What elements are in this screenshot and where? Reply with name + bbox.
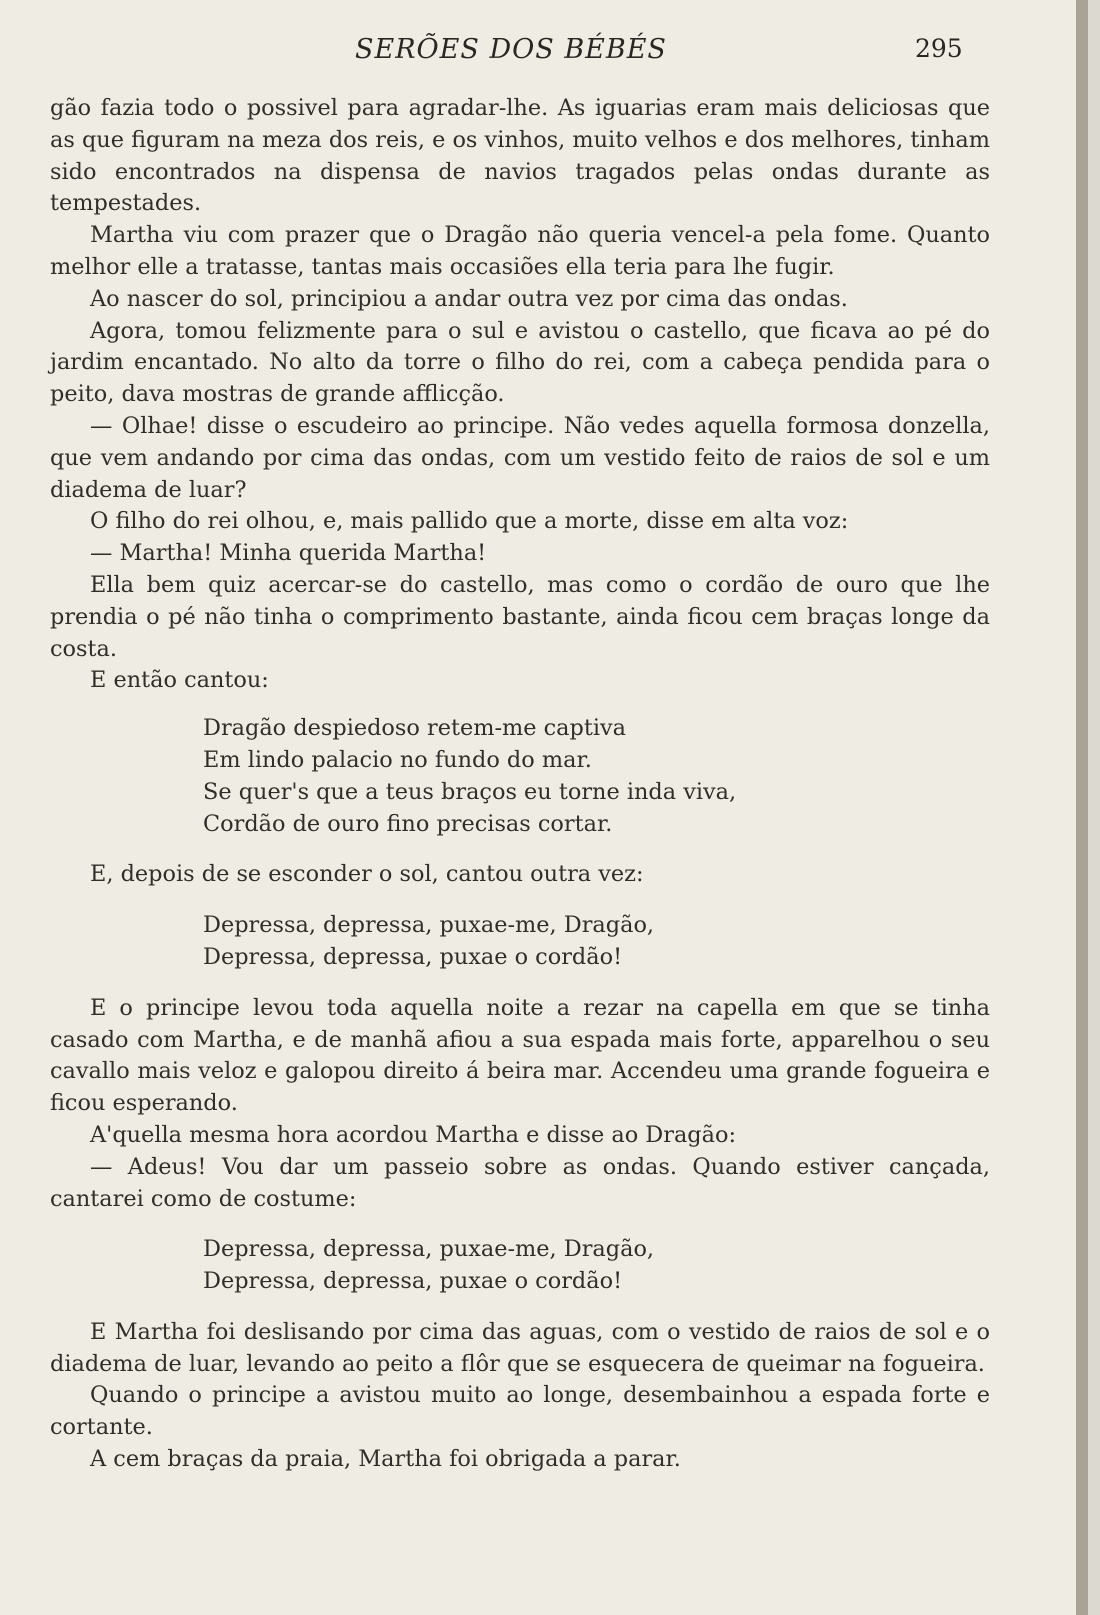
paragraph: E, depois de se esconder o sol, cantou outra vez: <box>90 861 644 888</box>
paragraph: Martha viu com prazer que o Dragão não queria vencel-a pela fome. Quanto melhor elle a tratasse, tantas mais occasiões ella teria para lhe fugir. <box>50 222 990 280</box>
paragraph: gão fazia todo o possivel para agradar-lhe. As iguarias eram mais deliciosas que as que figuram na meza dos reis, e os vinhos, muito velhos e dos melhores, tinham sido encontrados na dispensa de navios tragados pelas ondas durante as tempestades. <box>50 95 990 217</box>
dialogue-paragraph: — Martha! Minha querida Martha! <box>90 540 487 567</box>
verse-line: Depressa, depressa, puxae-me, Dragão, <box>203 1236 655 1263</box>
paragraph: Ao nascer do sol, principiou a andar outra vez por cima das ondas. <box>90 285 848 312</box>
verse-block <box>50 713 990 840</box>
verse-line: Depressa, depressa, puxae-me, Dragão, <box>203 912 655 939</box>
page-header <box>0 30 1088 72</box>
paragraph: Ella bem quiz acercar-se do castello, mas como o cordão de ouro que lhe prendia o pé não tinha o comprimento bastante, ainda ficou cem braças longe da costa. <box>50 571 990 662</box>
paragraph: O filho do rei olhou, e, mais pallido que a morte, disse em alta voz: <box>90 508 849 535</box>
paragraph: Agora, tomou felizmente para o sul e avistou o castello, que ficava ao pé do jardim encantado. No alto da torre o filho do rei, com a cabeça pendida para o peito, dava mostras de grande afflicção. <box>50 317 990 408</box>
verse-block <box>50 1234 990 1298</box>
verse-line: Depressa, depressa, puxae o cordão! <box>203 943 623 970</box>
running-title: SERÕES DOS BÉBÉS <box>355 34 667 65</box>
verse-line: Se quer's que a teus braços eu torne inda viva, <box>203 778 737 805</box>
paragraph: E Martha foi deslisando por cima das aguas, com o vestido de raios de sol e o diadema de luar, levando ao peito a flôr que se esquecera de queimar na fogueira. <box>50 1318 990 1377</box>
paragraph: E então cantou: <box>90 667 269 694</box>
body-text <box>50 93 990 1476</box>
dialogue-paragraph: — Olhae! disse o escudeiro ao principe. Não vedes aquella formosa donzella, que vem andando por cima das ondas, com um vestido feito de raios de sol e um diadema de luar? <box>50 412 990 503</box>
verse-line: Cordão de ouro fino precisas cortar. <box>203 810 613 837</box>
paragraph: A cem braças da praia, Martha foi obrigada a parar. <box>90 1446 681 1473</box>
verse-line: Depressa, depressa, puxae o cordão! <box>203 1268 623 1295</box>
verse-block <box>50 910 990 974</box>
paragraph: A'quella mesma hora acordou Martha e disse ao Dragão: <box>90 1121 737 1148</box>
verse-line: Em lindo palacio no fundo do mar. <box>203 746 592 773</box>
paragraph: Quando o principe a avistou muito ao longe, desembainhou a espada forte e cortante. <box>50 1382 990 1441</box>
page-number: 295 <box>915 34 963 63</box>
verse-line: Dragão despiedoso retem-me captiva <box>203 715 626 742</box>
dialogue-paragraph: — Adeus! Vou dar um passeio sobre as ondas. Quando estiver cançada, cantarei como de costume: <box>50 1153 990 1212</box>
page-edge <box>1076 0 1088 1615</box>
paragraph: E o principe levou toda aquella noite a rezar na capella em que se tinha casado com Martha, e de manhã afiou a sua espada mais forte, apparelhou o seu cavallo mais veloz e galopou direito á beira mar. Accendeu uma grande fogueira e ficou esperando. <box>50 994 990 1117</box>
